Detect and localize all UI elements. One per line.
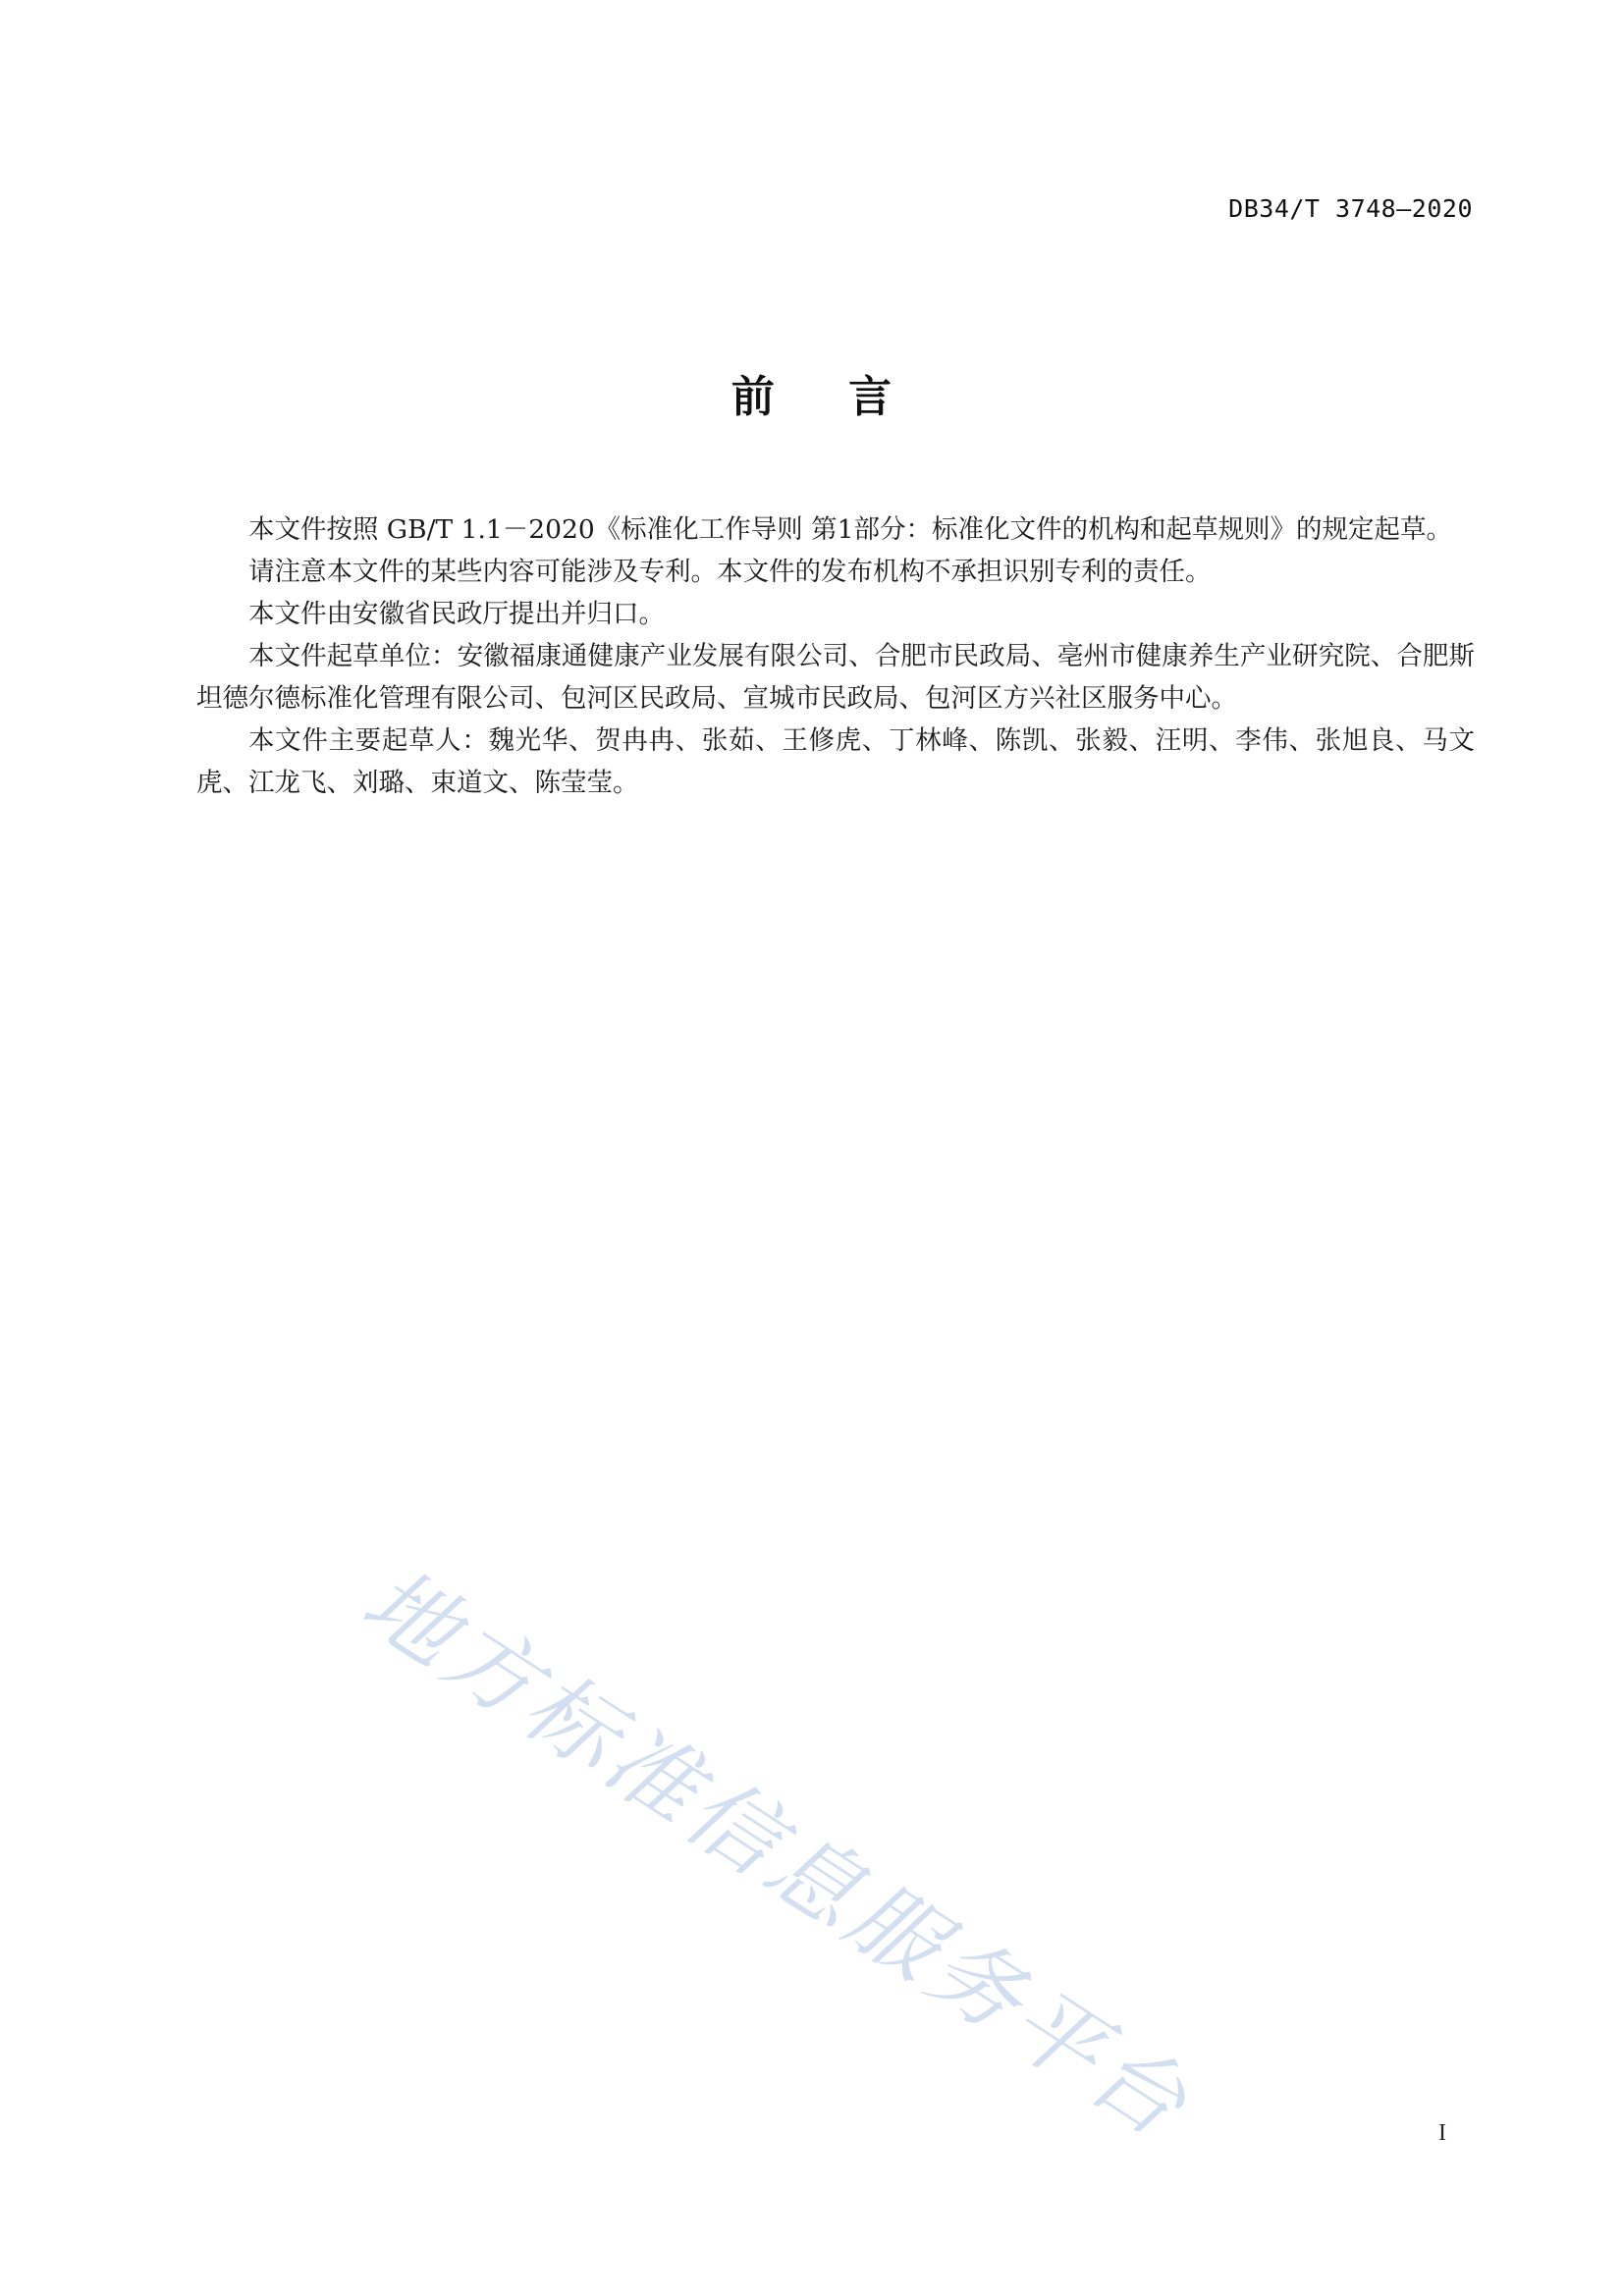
document-code: DB34/T 3748—2020 bbox=[1228, 194, 1473, 223]
foreword-body bbox=[196, 508, 1475, 804]
paragraph-drafting-units: 本文件起草单位：安徽福康通健康产业发展有限公司、合肥市民政局、亳州市健康养生产业研究院、合肥斯坦德尔德标准化管理有限公司、包河区民政局、宣城市民政局、包河区方兴社区服务中心。 bbox=[196, 641, 1475, 714]
page-number: I bbox=[1438, 2120, 1446, 2146]
paragraph-proposer: 本文件由安徽省民政厅提出并归口。 bbox=[248, 599, 665, 629]
paragraph-drafters: 本文件主要起草人：魏光华、贺冉冉、张茹、王修虎、丁林峰、陈凯、张毅、汪明、李伟、张旭良、马文虎、江龙飞、刘璐、束道文、陈莹莹。 bbox=[196, 725, 1475, 798]
paragraph-drafting-basis: 本文件按照 GB/T 1.1－2020《标准化工作导则 第1部分：标准化文件的机构和起草规则》的规定起草。 bbox=[248, 514, 1452, 545]
page-title: 前 言 bbox=[730, 372, 922, 422]
watermark: 地方标准信息服务平台 bbox=[344, 1547, 1210, 2161]
paragraph-patent-notice: 请注意本文件的某些内容可能涉及专利。本文件的发布机构不承担识别专利的责任。 bbox=[248, 557, 1212, 587]
